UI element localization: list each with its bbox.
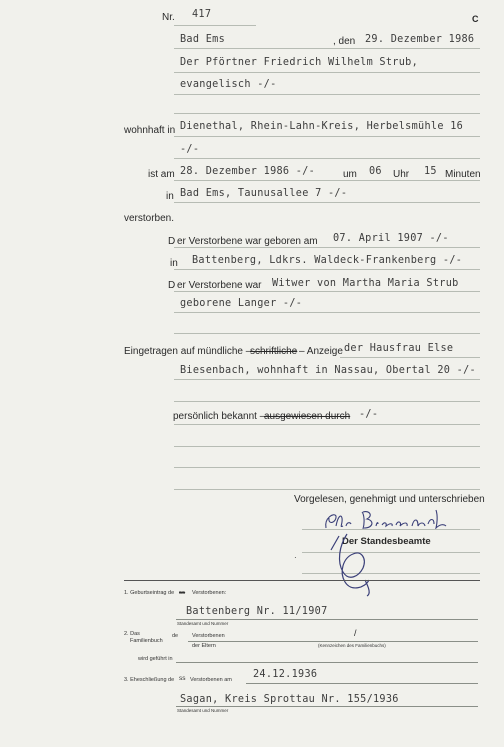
line bbox=[174, 489, 480, 490]
fn2-eltern-a: Verstorbenen bbox=[192, 633, 225, 639]
nr-line bbox=[174, 25, 256, 26]
fn3-value: Sagan, Kreis Sprottau Nr. 155/1936 bbox=[180, 694, 399, 705]
fn2-label-a: 2. Das bbox=[124, 631, 140, 637]
date-prefix: , den bbox=[333, 36, 356, 47]
death-place: Bad Ems, Taunusallee 7 -/- bbox=[180, 188, 348, 199]
fn1-struck: ss bbox=[179, 590, 186, 596]
death-minutes: 15 bbox=[424, 166, 437, 177]
birth-in-label: in bbox=[170, 258, 178, 269]
line bbox=[174, 72, 480, 73]
fn2-wird: wird geführt in bbox=[138, 656, 173, 662]
nr-label: Nr. bbox=[162, 12, 175, 23]
marital-label-d: D bbox=[168, 280, 176, 291]
fn3-caption: Standesamt und Nummer bbox=[177, 708, 229, 713]
birth-date: 07. April 1907 -/- bbox=[333, 233, 449, 244]
line bbox=[246, 683, 478, 684]
read-approved-label: Vorgelesen, genehmigt und unterschrieben bbox=[294, 494, 485, 505]
known-struck: ausgewiesen durch bbox=[264, 411, 351, 422]
line bbox=[174, 269, 480, 270]
official-label: Der Standesbeamte bbox=[342, 536, 431, 547]
fn2-label-b: Familienbuch bbox=[130, 638, 163, 644]
person-line-1: Der Pförtner Friedrich Wilhelm Strub, bbox=[180, 57, 419, 68]
residence-line-2: -/- bbox=[180, 144, 200, 155]
nr-value: 417 bbox=[192, 9, 212, 20]
place: Bad Ems bbox=[180, 34, 226, 45]
official-signature bbox=[325, 532, 385, 604]
death-date: 28. Dezember 1986 -/- bbox=[180, 166, 316, 177]
line bbox=[174, 333, 480, 334]
notice-prefix: Eingetragen auf mündliche – bbox=[124, 346, 252, 357]
line bbox=[176, 662, 478, 663]
line bbox=[302, 529, 480, 530]
official-signature-icon bbox=[325, 532, 385, 604]
line bbox=[174, 312, 480, 313]
notice-line-1: der Hausfrau Else bbox=[344, 343, 454, 354]
minuten-label: Minuten bbox=[445, 169, 481, 180]
line bbox=[174, 379, 480, 380]
line bbox=[176, 706, 478, 707]
footnote-separator bbox=[124, 580, 480, 581]
fn1-value: Battenberg Nr. 11/1907 bbox=[186, 606, 328, 617]
fn2-caption: (Kennzeichen des Familienbuchs) bbox=[318, 643, 386, 648]
date-value: 29. Dezember 1986 bbox=[365, 34, 475, 45]
line bbox=[174, 446, 480, 447]
birth-label-d: D bbox=[168, 236, 176, 247]
marital-line-2: geborene Langer -/- bbox=[180, 298, 303, 309]
person-line-2: evangelisch -/- bbox=[180, 79, 277, 90]
line bbox=[174, 48, 480, 49]
residence-label: wohnhaft in bbox=[124, 125, 176, 136]
birth-label: er Verstorbene war geboren am bbox=[177, 236, 318, 247]
line bbox=[174, 158, 480, 159]
notice-suffix: – Anzeige bbox=[299, 346, 343, 357]
fn1-suffix: Verstorbenen: bbox=[192, 590, 227, 596]
ist-am-label: ist am bbox=[148, 169, 175, 180]
fn1-caption: Standesamt und Nummer bbox=[177, 621, 229, 626]
line bbox=[174, 424, 480, 425]
fn2-eltern-b: der Eltern bbox=[192, 643, 216, 649]
line bbox=[174, 401, 480, 402]
fn2-slash: / bbox=[354, 628, 357, 638]
line bbox=[340, 357, 480, 358]
residence-line-1: Dienethal, Rhein-Lahn-Kreis, Herbelsmühle 16 bbox=[180, 121, 464, 132]
marital-label: er Verstorbene war bbox=[177, 280, 262, 291]
fn2-de: de bbox=[172, 633, 179, 639]
notice-line-2: Biesenbach, wohnhaft in Nassau, Obertal 20 -/- bbox=[180, 365, 476, 376]
line bbox=[176, 619, 478, 620]
marital-line-1: Witwer von Martha Maria Strub bbox=[272, 278, 459, 289]
line bbox=[174, 180, 480, 181]
verstorben-label: verstorben. bbox=[124, 213, 175, 224]
death-hour: 06 bbox=[369, 166, 382, 177]
death-in-label: in bbox=[166, 191, 174, 202]
known-value: -/- bbox=[359, 409, 379, 420]
line bbox=[174, 291, 480, 292]
line bbox=[174, 113, 480, 114]
dot: · bbox=[294, 553, 297, 562]
fn3-suffix: Verstorbenen am bbox=[190, 677, 232, 683]
fn3-label: 3. Eheschließung de bbox=[124, 677, 175, 683]
fn3-date: 24.12.1936 bbox=[253, 669, 318, 680]
fn1-label: 1. Geburtseintrag de bbox=[124, 590, 175, 596]
line bbox=[188, 641, 478, 642]
corner-mark: C bbox=[472, 14, 479, 24]
fn3-mark: ss bbox=[179, 675, 186, 682]
birth-place: Battenberg, Ldkrs. Waldeck-Frankenberg -/- bbox=[192, 255, 463, 266]
um-label: um bbox=[343, 169, 357, 180]
notice-struck: schriftliche bbox=[250, 346, 298, 357]
line bbox=[174, 136, 480, 137]
line bbox=[174, 94, 480, 95]
known-label: persönlich bekannt – bbox=[173, 411, 266, 422]
line bbox=[174, 247, 480, 248]
line bbox=[174, 202, 480, 203]
line bbox=[174, 467, 480, 468]
uhr-label: Uhr bbox=[393, 169, 410, 180]
